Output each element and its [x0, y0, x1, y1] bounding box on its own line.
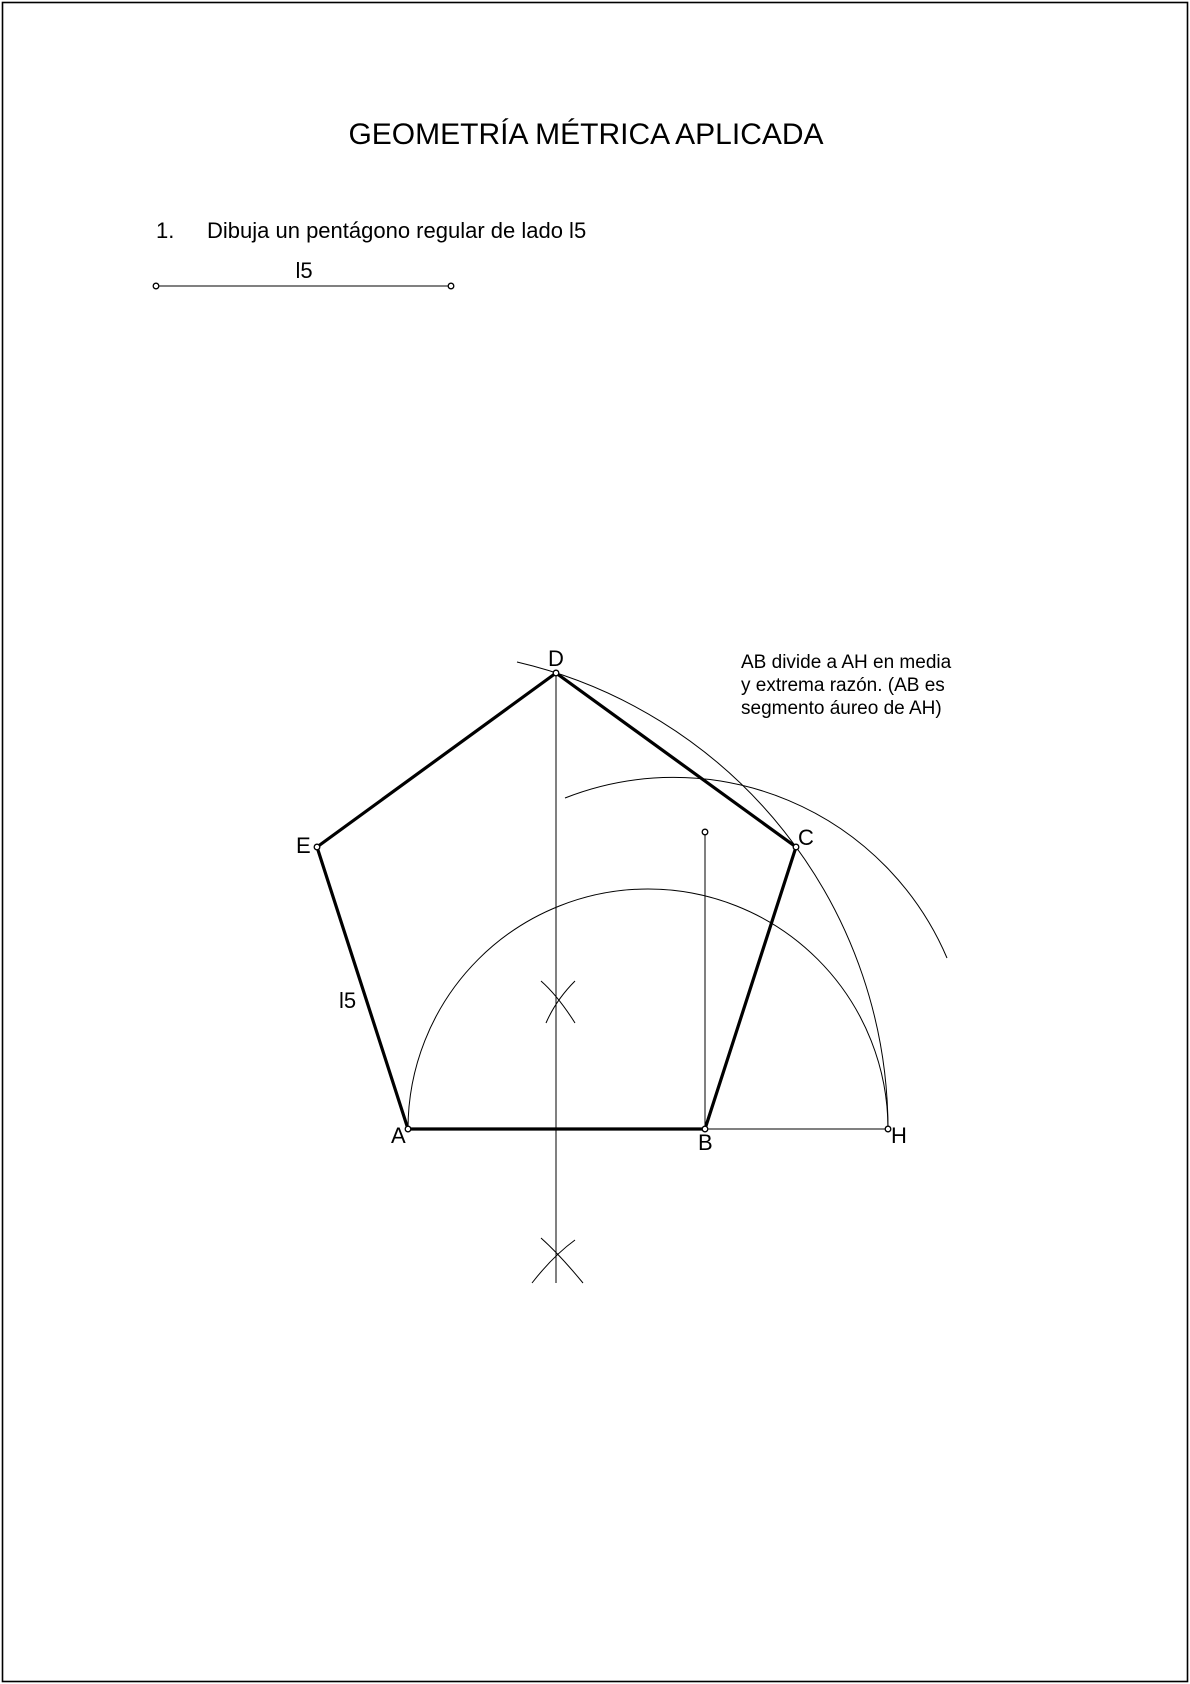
bisector-arc-lower-left — [541, 1238, 583, 1283]
label-d: D — [548, 646, 564, 671]
label-a: A — [391, 1123, 406, 1148]
bisector-arc-lower-right — [532, 1240, 575, 1283]
reference-segment — [153, 258, 454, 289]
point-d — [553, 670, 559, 676]
label-e: E — [296, 833, 311, 858]
page-title: GEOMETRÍA MÉTRICA APLICADA — [348, 118, 824, 151]
point-h — [885, 1126, 891, 1132]
point-e — [314, 844, 320, 850]
arc-center-b — [565, 777, 947, 958]
exercise-number: 1. — [156, 218, 175, 243]
side-de — [317, 673, 556, 847]
note-line-2: y extrema razón. (AB es — [741, 675, 945, 696]
point-semicircle-top — [702, 829, 708, 835]
side-ea — [317, 847, 408, 1129]
point-markers — [314, 670, 891, 1132]
note-line-1: AB divide a AH en media — [741, 652, 952, 673]
point-a — [405, 1126, 411, 1132]
semicircle-ah — [408, 889, 888, 1129]
golden-ratio-note — [741, 652, 952, 719]
label-b: B — [698, 1130, 713, 1155]
side-label-l5: l5 — [339, 988, 357, 1013]
note-line-3: segmento áureo de AH) — [741, 698, 942, 719]
exercise-instruction: Dibuja un pentágono regular de lado l5 — [207, 218, 587, 243]
page-border — [3, 3, 1188, 1682]
label-c: C — [798, 825, 814, 850]
construction-lines — [408, 662, 947, 1283]
side-bc — [705, 847, 796, 1129]
label-h: H — [891, 1123, 907, 1148]
reference-segment-label: l5 — [295, 258, 313, 283]
